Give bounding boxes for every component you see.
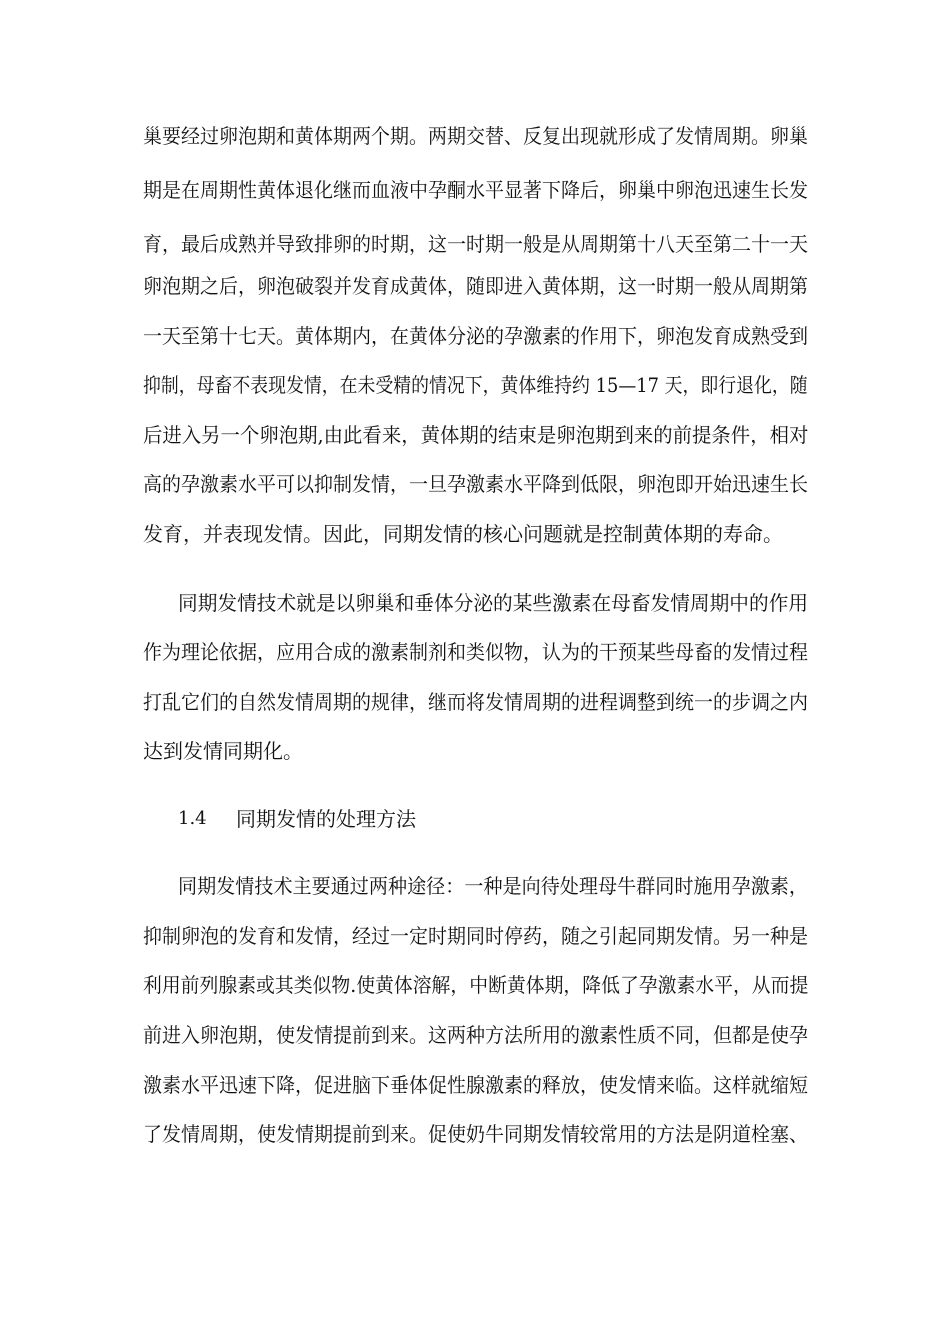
paragraph-1-line-6: 抑制，母畜不表现发情，在未受精的情况下，黄体维持约 15—17 天，即行退化，随 xyxy=(143,373,808,397)
paragraph-1-line-9: 发育，并表现发情。因此，同期发情的核心问题就是控制黄体期的寿命。 xyxy=(143,522,783,546)
paragraph-1-line-7: 后进入另一个卵泡期,由此看来，黄体期的结束是卵泡期到来的前提条件，相对 xyxy=(143,423,809,447)
paragraph-3-line-4: 前进入卵泡期，使发情提前到来。这两种方法所用的激素性质不同，但都是使孕 xyxy=(143,1023,808,1047)
paragraph-3-line-2: 抑制卵泡的发育和发情，经过一定时期同时停药，随之引起同期发情。另一种是 xyxy=(143,924,808,948)
paragraph-2-line-1: 同期发情技术就是以卵巢和垂体分泌的某些激素在母畜发情周期中的作用 xyxy=(178,591,809,615)
paragraph-1-line-5: 一天至第十七天。黄体期内，在黄体分泌的孕激素的作用下，卵泡发育成熟受到 xyxy=(143,324,808,348)
paragraph-2-line-3: 打乱它们的自然发情周期的规律，继而将发情周期的进程调整到统一的步调之内 xyxy=(143,690,808,714)
paragraph-1-line-4: 卵泡期之后，卵泡破裂并发育成黄体，随即进入黄体期，这一时期一般从周期第 xyxy=(143,274,808,298)
paragraph-1-line-1: 巢要经过卵泡期和黄体期两个期。两期交替、反复出现就形成了发情周期。卵巢 xyxy=(143,124,808,148)
paragraph-3-line-5: 激素水平迅速下降，促进脑下垂体促性腺激素的释放，使发情来临。这样就缩短 xyxy=(143,1073,808,1097)
paragraph-1-line-3: 育，最后成熟并导致排卵的时期，这一时期一般是从周期第十八天至第二十一天 xyxy=(143,232,808,256)
paragraph-1-line-2: 期是在周期性黄体退化继而血液中孕酮水平显著下降后，卵巢中卵泡迅速生长发 xyxy=(143,178,808,202)
paragraph-3-line-1: 同期发情技术主要通过两种途径：一种是向待处理母牛群同时施用孕激素， xyxy=(178,874,808,898)
section-number: 1.4 xyxy=(178,808,207,829)
paragraph-3-line-6: 了发情周期，使发情期提前到来。促使奶牛同期发情较常用的方法是阴道栓塞、 xyxy=(143,1122,808,1146)
paragraph-3-line-3: 利用前列腺素或其类似物.使黄体溶解，中断黄体期，降低了孕激素水平，从而提 xyxy=(143,973,809,997)
paragraph-2-line-2: 作为理论依据，应用合成的激素制剂和类似物，认为的干预某些母畜的发情过程 xyxy=(143,640,808,664)
section-title: 同期发情的处理方法 xyxy=(236,807,416,831)
paragraph-1-line-8: 高的孕激素水平可以抑制发情，一旦孕激素水平降到低限，卵泡即开始迅速生长 xyxy=(143,472,808,496)
paragraph-2-line-4: 达到发情同期化。 xyxy=(143,739,303,763)
